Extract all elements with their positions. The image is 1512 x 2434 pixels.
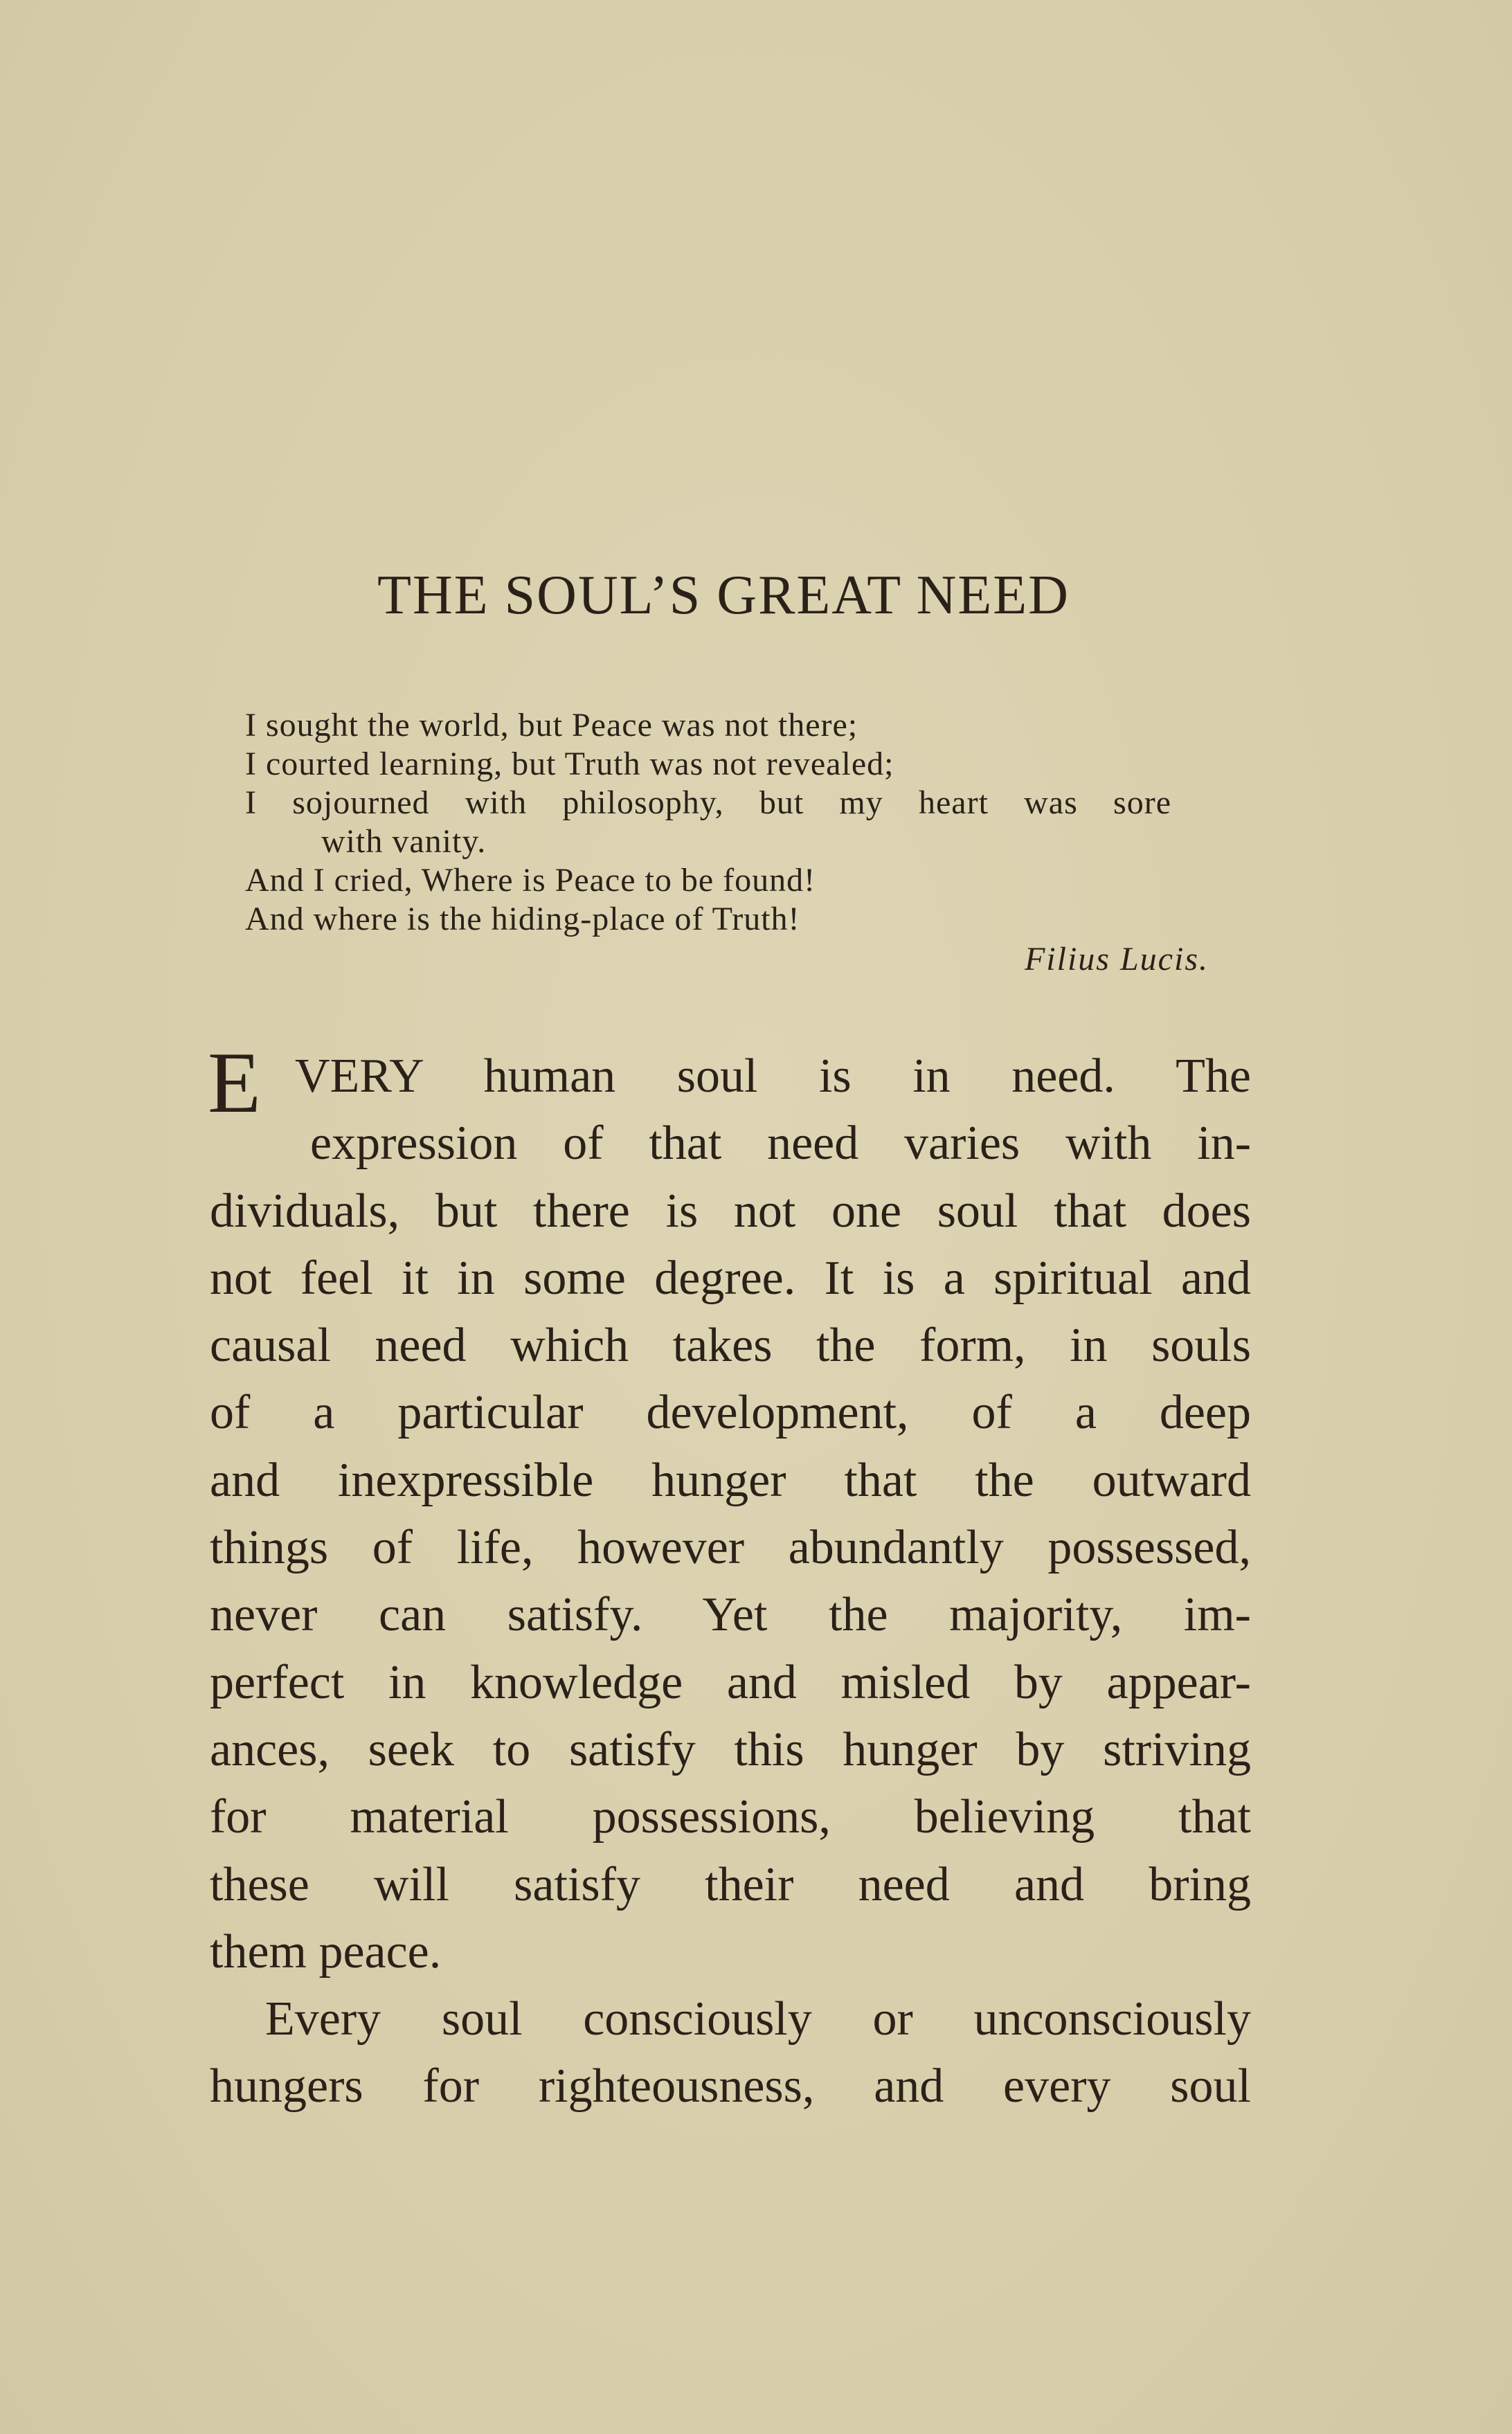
body-text: [210, 1043, 1251, 2120]
drop-cap: E: [208, 1035, 261, 1131]
poem-line: And where is the hiding-place of Truth!: [245, 901, 800, 937]
body-line: of a particular development, of a deep: [210, 1386, 1251, 1440]
chapter-title: THE SOUL’S GREAT NEED: [377, 565, 1070, 626]
body-line: never can satisfy. Yet the majority, im-: [210, 1588, 1251, 1642]
body-line: these will satisfy their need and bring: [210, 1857, 1251, 1911]
body-line: for material possessions, believing that: [210, 1790, 1251, 1844]
poem-line: I courted learning, but Truth was not revealed;: [245, 746, 894, 782]
body-line: and inexpressible hunger that the outward: [210, 1453, 1251, 1507]
body-line: dividuals, but there is not one soul that does: [210, 1184, 1251, 1238]
body-line: causal need which takes the form, in souls: [210, 1319, 1251, 1373]
poem-line: And I cried, Where is Peace to be found!: [245, 862, 816, 899]
body-line: them peace.: [210, 1924, 442, 1978]
body-line: VERY human soul is in need. The: [295, 1049, 1251, 1103]
body-line: not feel it in some degree. It is a spiritual and: [210, 1251, 1251, 1305]
epigraph-poem: [245, 706, 1214, 939]
poem-line: with vanity.: [321, 823, 487, 860]
body-line: Every soul consciously or unconsciously: [265, 1992, 1251, 2046]
poem-line: I sojourned with philosophy, but my heart was sore: [245, 784, 1171, 821]
body-line: hungers for righteousness, and every soul: [210, 2059, 1251, 2113]
body-line: things of life, however abundantly possessed,: [210, 1521, 1251, 1575]
epigraph-attribution: Filius Lucis.: [1024, 941, 1209, 977]
body-line: expression of that need varies with in-: [310, 1117, 1251, 1171]
body-line: perfect in knowledge and misled by appear-: [210, 1655, 1251, 1709]
poem-line: I sought the world, but Peace was not there;: [245, 707, 858, 743]
body-line: ances, seek to satisfy this hunger by striving: [210, 1722, 1251, 1776]
